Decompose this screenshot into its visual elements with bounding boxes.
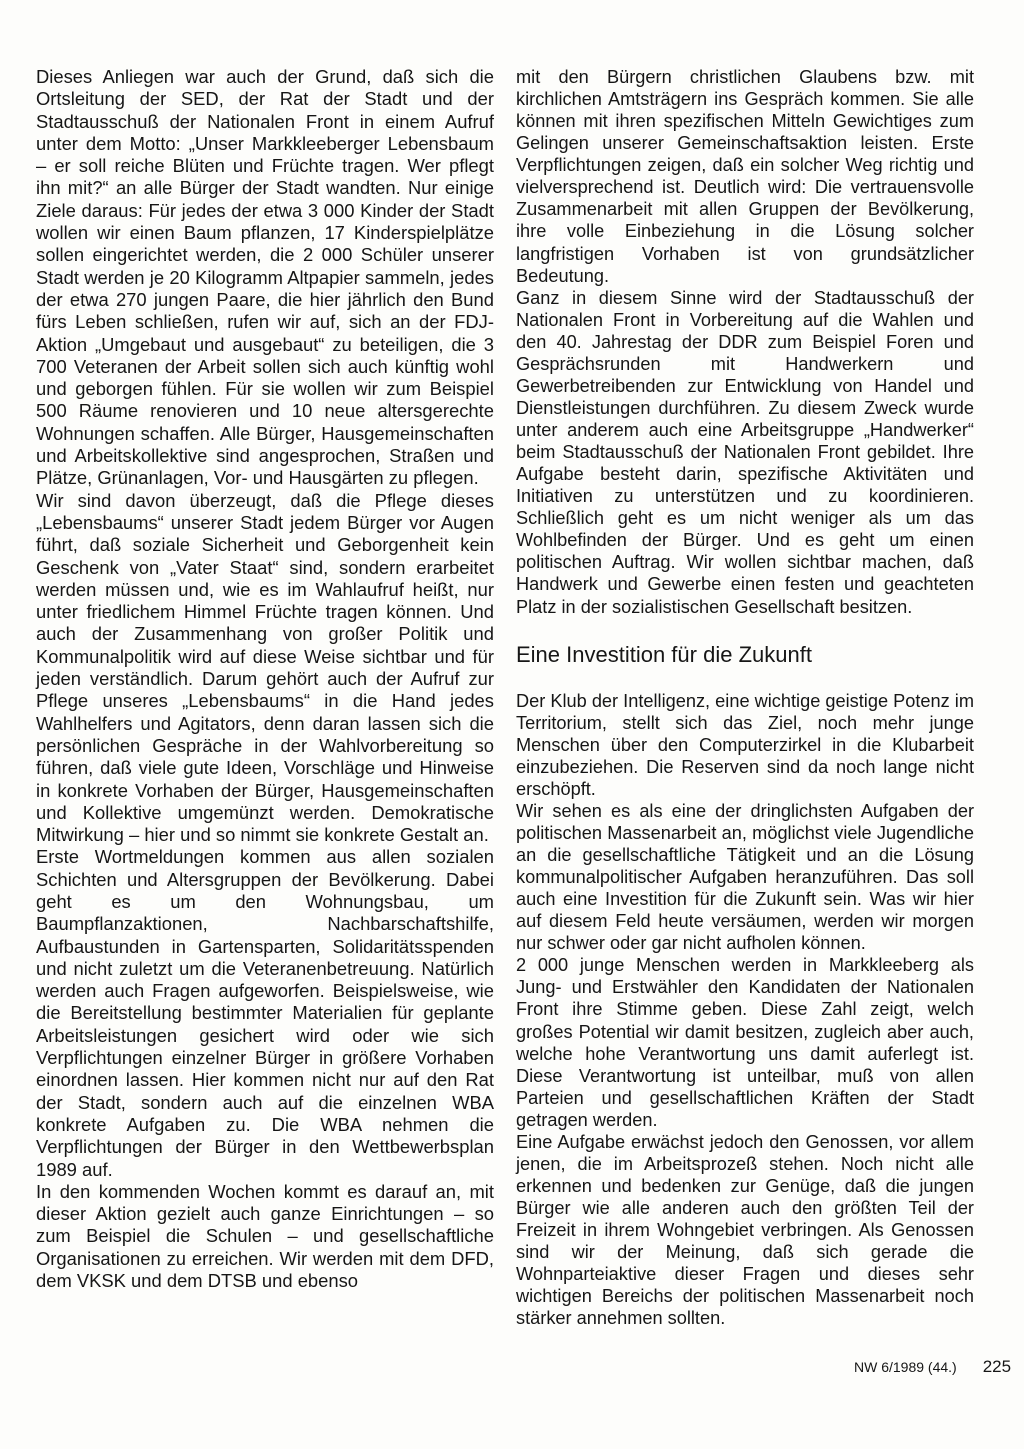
- paragraph: Ganz in diesem Sinne wird der Stadtausschuß der Nationalen Front in Vorbereitung auf die Wahlen und den 40. Jahrestag der DDR zum Beispiel Foren und Gesprächsrunden mit Handwerkern und Gewerbetreibenden zur Entwicklung von Handel und Dienstleistungen durchführen. Zu diesem Zweck wurde unter anderem auch eine Arbeitsgruppe „Handwerker“ beim Stadtausschuß der Nationalen Front gebildet. Ihre Aufgabe besteht darin, spezifische Aktivitäten und Initiativen zu unterstützen und zu koordinieren. Schließlich geht es um nicht weniger als um das Wohlbefinden der Bürger. Und es geht um einen politischen Auftrag. Wir wollen sichtbar machen, daß Handwerk und Gewerbe einen festen und geachteten Platz in der sozialistischen Gesellschaft besitzen.: [516, 287, 974, 617]
- left-column: [36, 66, 494, 1292]
- right-column: [516, 66, 974, 1329]
- page-footer: [854, 1357, 1011, 1377]
- paragraph: 2 000 junge Menschen werden in Markkleeberg als Jung- und Erstwähler den Kandidaten der Nationalen Front ihre Stimme geben. Diese Zahl zeigt, welch großes Potential wir damit besitzen, zugleich aber auch, welche hohe Verantwortung uns damit auferlegt ist. Diese Verantwortung ist unteilbar, muß von allen Parteien und gesellschaftlichen Kräften der Stadt getragen werden.: [516, 955, 974, 1130]
- page-number: 225: [982, 1357, 1012, 1376]
- paragraph: Erste Wortmeldungen kommen aus allen sozialen Schichten und Altersgruppen der Bevölkerung. Dabei geht es um den Wohnungsbau, um Baumpflanzaktionen, Nachbarschaftshilfe, Aufbaustunden in Gartensparten, Solidaritätsspenden und nicht zuletzt um die Veteranenbetreuung. Natürlich werden auch Fragen aufgeworfen. Beispielsweise, wie die Bereitstellung bestimmter Materialien für geplante Arbeitsleistungen gesichert wird oder wie sich Verpflichtungen einzelner Bürger in größere Vorhaben einordnen lassen. Hier kommen nicht nur auf den Rat der Stadt, sondern auch auf die einzelnen WBA konkrete Aufgaben zu. Die WBA nehmen die Verpflichtungen der Bürger in den Wettbewerbsplan 1989 auf.: [36, 846, 494, 1180]
- paragraph: Eine Aufgabe erwächst jedoch den Genossen, vor allem jenen, die im Arbeitsprozeß stehen. Noch nicht alle erkennen und bedenken zur Genüge, daß die jungen Bürger wie alle anderen auch den größten Teil der Freizeit in ihrem Wohngebiet verbringen. Als Genossen sind wir der Meinung, daß sich gerade die Wohnparteiaktive dieser Fragen und dieses sehr wichtigen Bereichs der politischen Massenarbeit noch stärker annehmen sollten.: [516, 1131, 974, 1329]
- source-reference: NW 6/1989 (44.): [854, 1359, 957, 1375]
- paragraph: Der Klub der Intelligenz, eine wichtige geistige Potenz im Territorium, stellt sich das Ziel, noch mehr junge Menschen über den Computerzirkel in die Klubarbeit einzubeziehen. Die Reserven sind da noch lange nicht erschöpft.: [516, 690, 974, 799]
- paragraph: Wir sind davon überzeugt, daß die Pflege dieses „Lebensbaums“ unserer Stadt jedem Bürger vor Augen führt, daß soziale Sicherheit und Geborgenheit kein Geschenk von „Vater Staat“ sind, sondern erarbeitet werden müssen und, wie es im Wahlaufruf heißt, nur unter friedlichem Himmel Früchte tragen können. Und auch der Zusammenhang von großer Politik und Kommunalpolitik wird auf diese Weise sichtbar und für jeden verständlich. Darum gehört auch der Aufruf zur Pflege unseres „Lebensbaums“ in die Hand jedes Wahlhelfers und Agitators, denn daran lassen sich die persönlichen Gespräche in der Wahlvorbereitung so führen, daß viele gute Ideen, Vorschläge und Hinweise in konkrete Vorhaben der Bürger, Hausgemeinschaften und Kollektive umgemünzt werden. Demokratische Mitwirkung – hier und so nimmt sie konkrete Gestalt an.: [36, 489, 494, 846]
- paragraph: Wir sehen es als eine der dringlichsten Aufgaben der politischen Massenarbeit an, möglichst viele Jugendliche an die gesellschaftliche Tätigkeit und an die Lösung kommunalpolitischer Aufgaben heranzuführen. Das soll auch eine Investition für die Zukunft sein. Was wir hier auf diesem Feld heute versäumen, werden wir morgen nur schwer oder gar nicht aufholen können.: [516, 800, 974, 954]
- section-heading: Eine Investition für die Zukunft: [516, 641, 812, 667]
- paragraph: mit den Bürgern christlichen Glaubens bzw. mit kirchlichen Amtsträgern ins Gespräch kommen. Sie alle können mit ihren spezifischen Mitteln Gewichtiges zum Gelingen unserer Gemeinschaftsaktion leisten. Erste Verpflichtungen zeigen, daß ein solcher Weg richtig und vielversprechend ist. Deutlich wird: Die vertrauensvolle Zusammenarbeit mit allen Gruppen der Bevölkerung, ihre volle Einbeziehung in die Lösung solcher langfristigen Vorhaben ist von grundsätzlicher Bedeutung.: [516, 67, 974, 286]
- paragraph: Dieses Anliegen war auch der Grund, daß sich die Ortsleitung der SED, der Rat der Stadt und der Stadtausschuß der Nationalen Front in einem Aufruf unter dem Motto: „Unser Markkleeberger Lebensbaum – er soll reiche Blüten und Früchte tragen. Wer pflegt ihn mit?“ an alle Bürger der Stadt wandten. Nur einige Ziele daraus: Für jedes der etwa 3 000 Kinder der Stadt wollen wir einen Baum pflanzen, 17 Kinderspielplätze sollen eingerichtet werden, die 2 000 Schüler unserer Stadt werden je 20 Kilogramm Altpapier sammeln, jedes der etwa 270 jungen Paare, die hier jährlich den Bund fürs Leben schließen, rufen wir auf, sich an der FDJ-Aktion „Umgebaut und ausgebaut“ zu beteiligen, die 3 700 Veteranen der Arbeit sollen sich auch künftig wohl und geborgen fühlen. Für sie wollen wir zum Beispiel 500 Räume renovieren und 10 neue altersgerechte Wohnungen schaffen. Alle Bürger, Hausgemeinschaften und Arbeitskollektive sind angesprochen, Straßen und Plätze, Grünanlagen, Vor- und Hausgärten zu pflegen.: [36, 66, 494, 489]
- paragraph: In den kommenden Wochen kommt es darauf an, mit dieser Aktion gezielt auch ganze Einrichtungen – so zum Beispiel die Schulen – und gesellschaftliche Organisationen zu erreichen. Wir werden mit dem DFD, dem VKSK und dem DTSB und ebenso: [36, 1180, 494, 1292]
